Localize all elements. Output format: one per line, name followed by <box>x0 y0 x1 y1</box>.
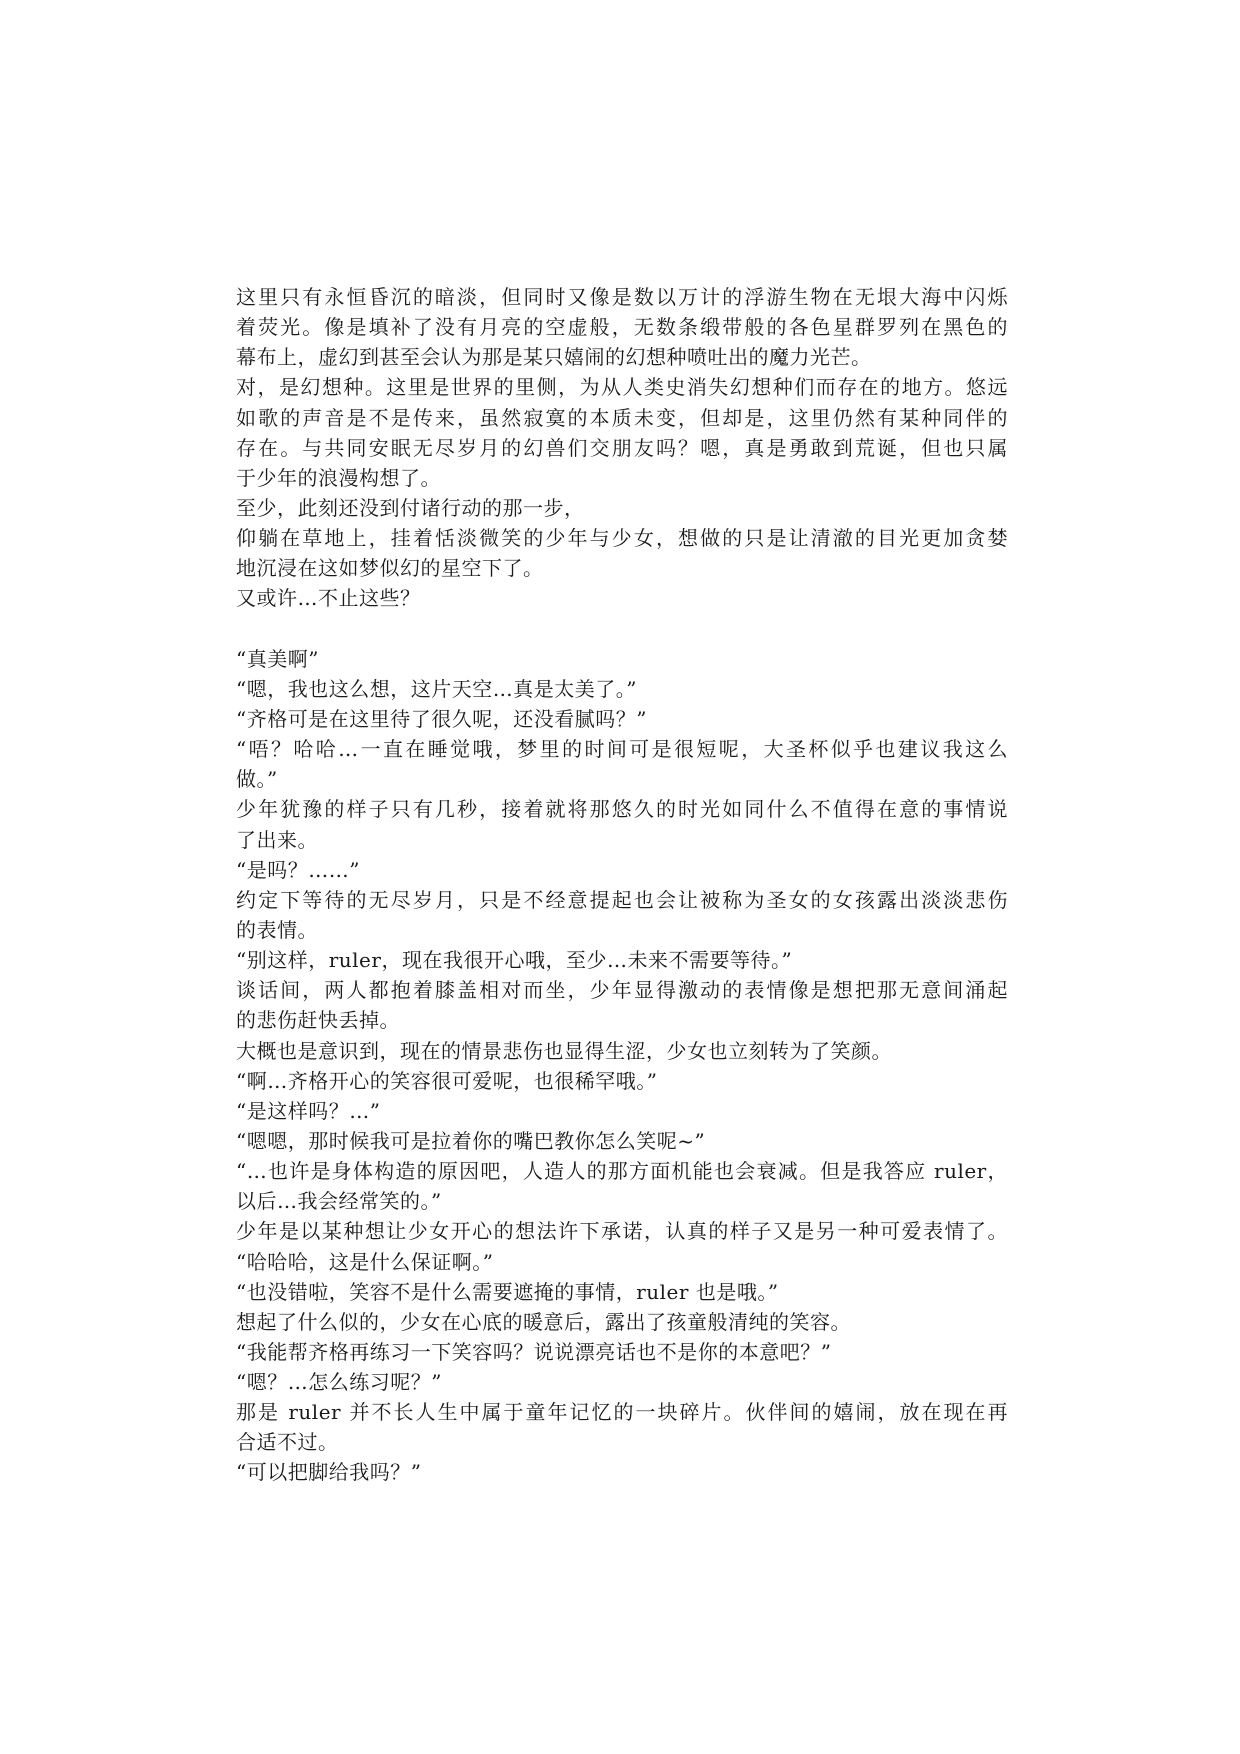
text-line: “真美啊” <box>236 646 319 671</box>
text-line: “啊…齐格开心的笑容很可爱呢，也很稀罕哦。” <box>236 1068 658 1093</box>
text-line: 大概也是意识到，现在的情景悲伤也显得生涩，少女也立刻转为了笑颜。 <box>236 1038 892 1063</box>
text-line: “嗯？…怎么练习呢？” <box>236 1370 442 1395</box>
text-line: 想起了什么似的，少女在心底的暖意后，露出了孩童般清纯的笑容。 <box>236 1309 851 1334</box>
body-text <box>236 282 1008 1488</box>
text-line: 少年犹豫的样子只有几秒，接着就将那悠久的时光如同什么不值得在意的事情说 <box>236 797 1008 822</box>
text-line: 的表情。 <box>236 917 318 942</box>
text-line: “…也许是身体构造的原因吧，人造人的那方面机能也会衰减。但是我答应 ruler， <box>236 1159 1008 1184</box>
text-line: 做。” <box>236 767 278 792</box>
text-line: 谈话间，两人都抱着膝盖相对而坐，少年显得激动的表情像是想把那无意间涌起 <box>236 978 1008 1003</box>
text-line: “是吗？……” <box>236 857 360 882</box>
text-line: “哈哈哈，这是什么保证啊。” <box>236 1249 494 1274</box>
text-line: 仰躺在草地上，挂着恬淡微笑的少年与少女，想做的只是让清澈的目光更加贪婪 <box>236 526 1008 551</box>
text-line: “唔？哈哈…一直在睡觉哦，梦里的时间可是很短呢，大圣杯似乎也建议我这么 <box>236 737 1008 762</box>
text-line: 那是 ruler 并不长人生中属于童年记忆的一块碎片。伙伴间的嬉闹，放在现在再 <box>236 1400 1008 1425</box>
text-line: 这里只有永恒昏沉的暗淡，但同时又像是数以万计的浮游生物在无垠大海中闪烁 <box>236 285 1008 309</box>
text-line: 了出来。 <box>236 827 318 852</box>
text-line: 以后…我会经常笑的。” <box>236 1189 442 1214</box>
text-line: 地沉浸在这如梦似幻的星空下了。 <box>236 556 544 581</box>
text-line: “齐格可是在这里待了很久呢，还没看腻吗？” <box>236 706 647 731</box>
text-line: 又或许…不止这些？ <box>236 586 421 611</box>
text-line: “可以把脚给我吗？” <box>236 1460 422 1485</box>
text-line: 对，是幻想种。这里是世界的里侧，为从人类史消失幻想种们而存在的地方。悠远 <box>236 375 1008 400</box>
text-line: “别这样，ruler，现在我很开心哦，至少…未来不需要等待。” <box>236 948 793 973</box>
text-line: “嗯，我也这么想，这片天空…真是太美了。” <box>236 676 637 701</box>
text-line: 约定下等待的无尽岁月，只是不经意提起也会让被称为圣女的女孩露出淡淡悲伤 <box>236 887 1008 912</box>
text-line: “嗯嗯，那时候我可是拉着你的嘴巴教你怎么笑呢~” <box>236 1128 706 1153</box>
text-line: 的悲伤赶快丢掉。 <box>236 1008 400 1033</box>
text-line: “是这样吗？…” <box>236 1098 381 1123</box>
text-line: 着荧光。像是填补了没有月亮的空虚般，无数条缎带般的各色星群罗列在黑色的 <box>236 315 1008 340</box>
text-line: 幕布上，虚幻到甚至会认为那是某只嬉闹的幻想种喷吐出的魔力光芒。 <box>236 345 872 370</box>
text-line: 至少，此刻还没到付诸行动的那一步， <box>236 495 585 520</box>
text-line: 如歌的声音是不是传来，虽然寂寞的本质未变，但却是，这里仍然有某种同伴的 <box>236 405 1008 430</box>
blank-line <box>236 614 1008 644</box>
text-line: 合适不过。 <box>236 1430 339 1455</box>
text-line: 存在。与共同安眠无尽岁月的幻兽们交朋友吗？嗯，真是勇敢到荒诞，但也只属 <box>236 435 1008 460</box>
text-line: 少年是以某种想让少女开心的想法许下承诺，认真的样子又是另一种可爱表情了。 <box>236 1219 1008 1244</box>
text-line: 于少年的浪漫构想了。 <box>236 465 441 490</box>
text-line: “我能帮齐格再练习一下笑容吗？说说漂亮话也不是你的本意吧？” <box>236 1339 832 1364</box>
text-line: “也没错啦，笑容不是什么需要遮掩的事情，ruler 也是哦。” <box>236 1279 779 1304</box>
